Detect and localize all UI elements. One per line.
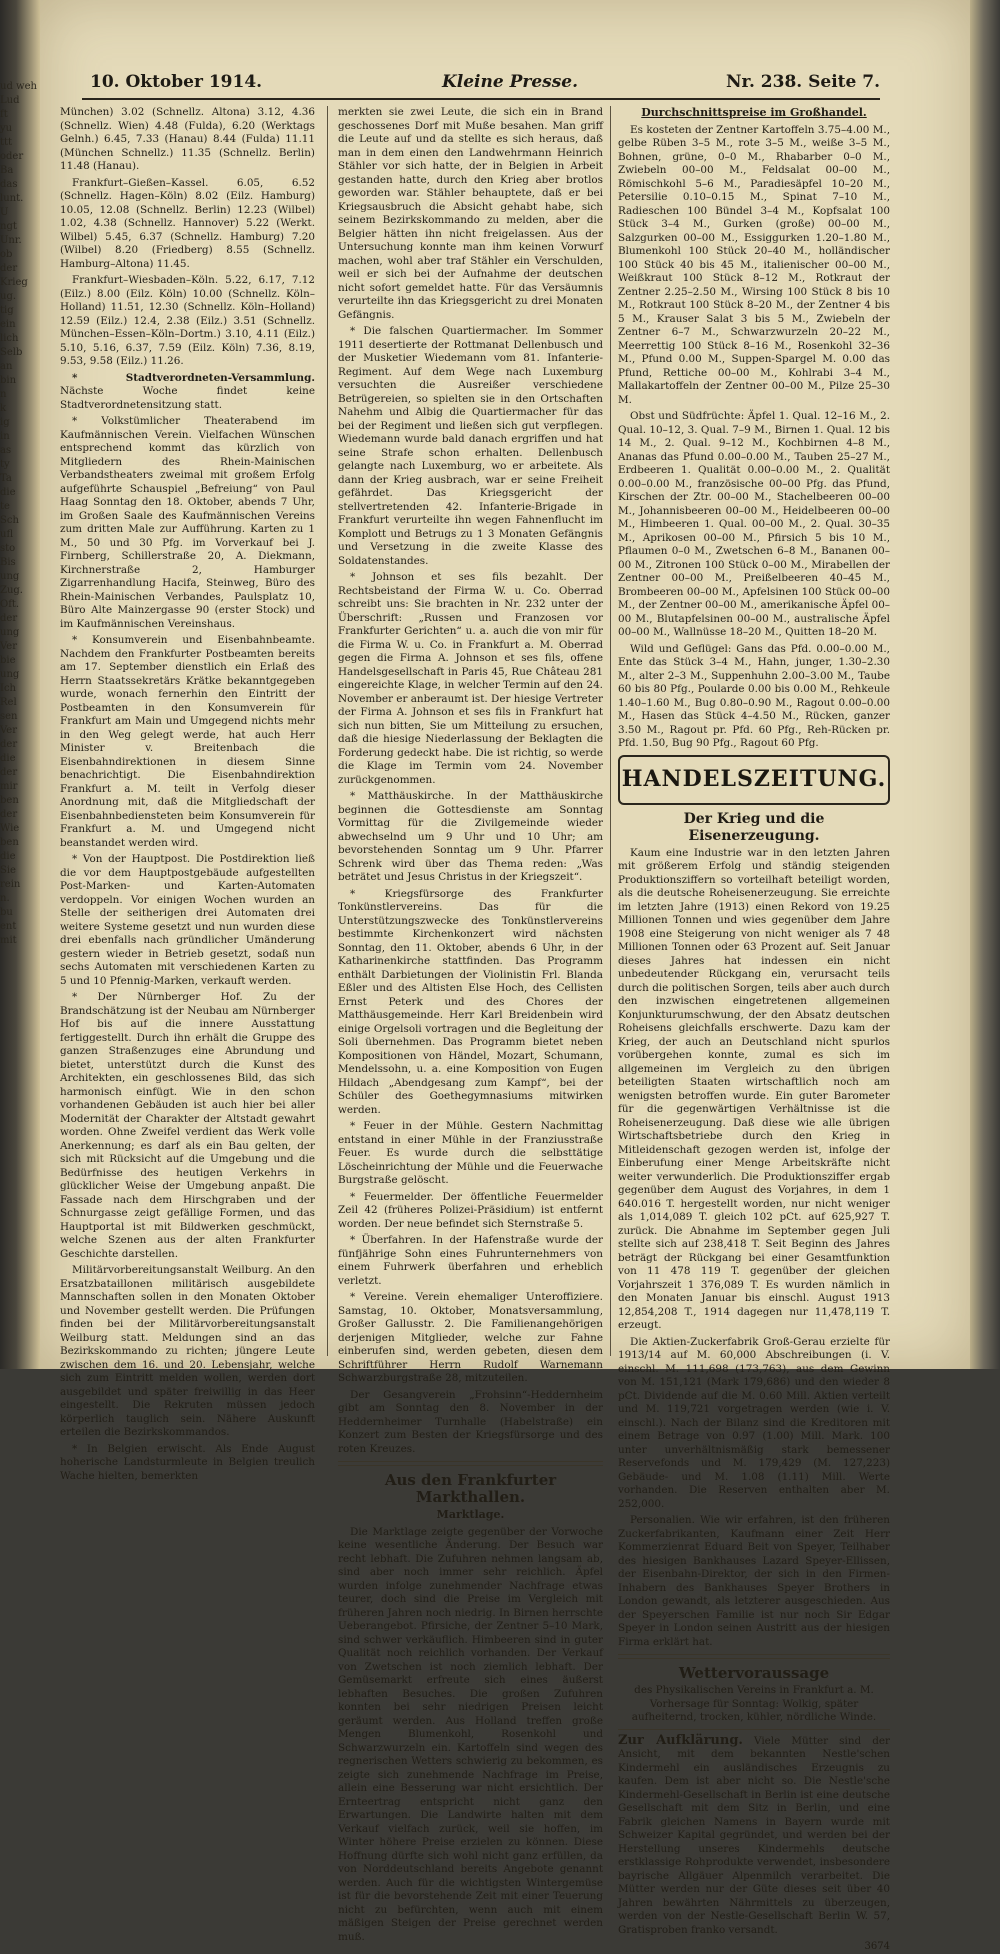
fragment-text: Wie	[0, 823, 20, 834]
article-matthaeuskirche: * Matthäuskirche. In der Matthäuskirche beginnen die Gottesdienste am Sonntag Vormittag für die Zivilgemeinde wieder abwechselnd um 9 Uhr und 10 Uhr; am bevorstehenden Sonntag um 9 Uhr. Pfarrer Schrenk wird über das Thema reden: „Was beträtet und Jesus Christus in der Kriegszeit“.	[338, 790, 603, 883]
timetable-text: München) 3.02 (Schnellz. Altona) 3.12, 4.36 (Schnellz. Wien) 4.48 (Fulda), 6.20 (Werktags Gelnh.) 6.45, 7.33 (Hanau) 8.44 (Fulda) 11.11 (München Schnellz.) 11.35 (Schnellz. Berlin) 11.48 (Hanau).	[60, 106, 315, 172]
section-divider	[618, 1654, 890, 1659]
fragment-text: ufl	[0, 529, 14, 540]
fragment-text: mir	[0, 781, 18, 792]
wettervoraussage-heading: Wettervoraussage	[678, 1664, 830, 1682]
article-eisenerzeugung: Kaum eine Industrie war in den letzten Jahren mit größerem Erfolg und ständig steigenden Produktionsziffern so vorteilhaft beteiligt worden, als die deutsche Roheisenerzeugung. Sie erreichte im letzten Jahre (1913) einen Rekord von 19.25 Millionen Tonnen und wies gegenüber dem Jahre 1908 eine Steigerung von nicht weniger als 7 48 Millionen Tonnen oder 63 Prozent auf. Seit Januar dieses Jahres hat indessen ein nicht unbedeutender Rückgang ein, verursacht teils durch die politischen Sorgen, teils aber auch durch den inzwischen eingetretenen allgemeinen Konjunkturumschwung, der den Absatz deutschen Roheisens gleichfalls erschwerte. Dazu kam der Krieg, der auch an Deutschland nicht spurlos vorübergehen konnte, zumal es sich im allgemeinen im Vergleich zu den übrigen beteiligten Staaten wirtschaftlich noch am wenigsten betroffen wurde. Ein guter Barometer für die gegenwärtigen Verhältnisse ist die Roheisenerzeugung. Daß diese wie alle übrigen Wirtschaftsbetriebe durch den Krieg in Mitleidenschaft gezogen werden ist, infolge der Einberufung einer Menge Arbeitskräfte nicht weiter verwunderlich. Die Produktionsziffer ergab gegenüber dem August des Vorjahres, in dem 1 640.016 T. hergestellt worden, nur nicht weniger als 1,014,089 T. gleich 102 pCt. auf 625,927 T. zurück. Die Abnahme im September gegen Juli stellte sich auf 238,418 T. Seit Beginn des Jahres beträgt der Rückgang bei einer Gesamtfunktion von 11 478 119 T. gegenüber der gleichen Vorjahrszeit 1 376,089 T. Es wurden nämlich in den Monaten Januar bis einschl. August 1913 12,854,208 T., 1914 dagegen nur 11,478,119 T. erzeugt.	[618, 846, 890, 1331]
fragment-text: Lud	[0, 95, 20, 106]
prices-vegetables: Es kosteten der Zentner Kartoffeln 3.75–4.00 M., gelbe Rüben 3–5 M., rote 3–5 M., weiße 3–5 M., Bohnen, grüne, 0–0 M., Rhabarber 0–0 M., Zwiebeln 00–00 M., Feldsalat 00–00 M., Römischkohl 5–6 M., Paradiesäpfel 10–20 M., Petersilie 0.10–0.15 M., Spinat 7–10 M., Radieschen 100 Bündel 3–4 M., Kopfsalat 100 Stück 3–4 M., Gurken (große) 00–00 M., Salzgurken 00–00 M., Essiggurken 1.20–1.80 M., Blumenkohl 100 Stück 20–40 M., holländischer 100 Stück 40 bis 45 M., italienischer 00–00 M., Weißkraut 100 Stück 8–12 M., Rotkraut der Zentner 2.25–2.50 M., Wirsing 100 Stück 8 bis 10 M., Rotkraut 100 Stück 8–20 M., der Zentner 4 bis 5 M., Krauser Salat 3 bis 5 M., Zwiebeln der Zentner 6–7 M., Schwarzwurzeln 20–22 M., Meerrettig 100 Stück 8–16 M., Rosenkohl 32–36 M., Pfund 0.00 M., Suppen-Spargel M. 0.00 das Pfund, Rettiche 00–00 M., Kohlrabi 3–4 M., Mallakartoffeln der Zentner 00–00 M., Pilze 25–30 M.	[618, 123, 890, 406]
fragment-text: Zug.	[0, 585, 23, 596]
fragment-text: as	[0, 445, 12, 456]
article-nuernberger-hof: * Der Nürnberger Hof. Zu der Brandschätzung ist der Neubau am Nürnberger Hof bis auf die innere Ausstattung fertiggestellt. Durch ihn erhält die Gruppe des ganzen Straßenzuges eine Abrundung und bietet, unterstützt durch die Kunst des Architekten, ein geschlossenes Bild, das sich harmonisch einfügt. Wie in den schon vorhandenen Gebäuden ist auch hier bei aller Modernität der Charakter der Altstadt gewahrt worden. Ohne Zweifel verdient das Werk volle Anerkennung; es darf als ein Bau gelten, der sich mit Rücksicht auf die Umgebung und die Bedürfnisse des heutigen Verkehrs in glücklicher Weise der Umgebung anpaßt. Die Fassade nach dem Hirschgraben und der Schnurgasse zeigt gefällige Formen, und das Hauptportal ist mit Bildwerken geschmückt, welche Szenen aus der alten Frankfurter Geschichte darstellen.	[60, 991, 315, 1260]
fragment-text: ob	[0, 249, 13, 260]
fragment-text: ent	[0, 921, 17, 932]
article-frohsinn: Der Gesangverein „Frohsinn“-Heddernheim gibt am Sonntag den 8. November in der Heddernheimer Turnhalle (Habelstraße) ein Konzert zum Besten der Kriegsfürsorge und des roten Kreuzes.	[338, 1388, 603, 1455]
article-body: Nächste Woche findet keine Stadtverordnetensitzung statt.	[60, 385, 315, 411]
fragment-text: Oft.	[0, 599, 20, 610]
fragment-text: Bis	[0, 557, 16, 568]
fragment-text: der	[0, 809, 18, 820]
fragment-text: Unr.	[0, 235, 22, 246]
fragment-text: yu	[0, 123, 13, 134]
header-paper-title: Kleine Presse.	[442, 72, 579, 92]
fragment-text: bie	[0, 655, 16, 666]
fragment-text: rein	[0, 879, 21, 890]
fragment-text: ben	[0, 795, 19, 806]
article-marktlage: Die Marktlage zeigte gegenüber der Vorwoche keine wesentliche Änderung. Der Besuch war recht lebhaft. Die Zufuhren nehmen langsam ab, sind aber noch immer sehr reichlich. Äpfel wurden infolge zunehmender Nachfrage etwas teurer, doch sind die Preise im Vergleich mit früheren Jahren noch niedrig. In Birnen herrschte Ueberangebot. Pfirsiche, der Zentner 5–10 Mark, sind schwer verkäuflich. Himbeeren sind in guter Qualität noch reichlich vorhanden. Der Verkauf von Zwetschen ist noch ziemlich lebhaft. Der Gemüsemarkt erfreute sich eines äußerst lebhaften Besuches. Die großen Zufuhren konnten bei sehr niedrigen Preisen leicht geräumt werden. Aus Holland treffen große Mengen Blumenkohl, Rosenkohl und Schwarzwurzeln ein. Kartoffeln sind wegen des regnerischen Wetters schwierig zu bekommen, es zeigte sich zunehmende Nachfrage im Preise, allein eine Besserung war nicht ersichtlich. Der Ernteertrag entspricht nicht ganz den Erwartungen. Die Landwirte halten mit dem Verkauf vielfach zurück, weil sie hoffen, im Winter höhere Preise erzielen zu können. Diese Hoffnung dürfte sich wohl nicht ganz erfüllen, da von Norddeutschland bereits Angebote genannt werden. Auch für die wichtigsten Wintergemüse ist für die bevorstehende Zeit mit einer Teuerung nicht zu befürchten, wenn auch mit einem mäßigen Steigen der Preise gerechnet werden muß.	[338, 1525, 603, 1943]
marktlage-subheading: Marktlage.	[436, 1508, 505, 1521]
fragment-text: das	[0, 179, 18, 190]
ad-heading: Zur Aufklärung.	[618, 1732, 743, 1748]
prices-heading: Durchschnittspreise im Großhandel.	[641, 106, 867, 119]
fragment-text: ig	[0, 417, 10, 428]
fragment-text: Ta	[0, 473, 12, 484]
fragment-text: der	[0, 613, 18, 624]
fragment-text: ttt	[0, 137, 13, 148]
article-personalien: Personalien. Wie wir erfahren, ist den früheren Zuckerfabrikanten, Kaufmann einer Zeit Herr Kommerzienrat Eduard Beit von Speyer, Teilhaber des hiesigen Bankhauses Lazard Speyer-Ellissen, der Eisenbahn-Direktor, der sich in den Firmen-Inhabern des Bankhauses Speyer Brothers in London gewandt, als letzterer ausgeschieden. Aus der Speyerschen Familie ist nur noch Sir Edgar Speyer in London seinen Austritt aus der hiesigen Firma erklärt hat.	[618, 1514, 890, 1648]
fragment-text: ug.	[0, 291, 17, 302]
header-date: 10. Oktober 1914.	[90, 72, 263, 92]
article-johnson: * Johnson et ses fils bezahlt. Der Rechtsbeistand der Firma W. u. Co. Oberrad schreibt uns: Sie brachten in Nr. 232 unter der Überschrift: „Russen und Franzosen vor Frankfurter Gerichten“ u. a. auch die von mir für die Firma W. u. Co. in Frankfurt a. M. Oberrad gegen die Firma A. Johnson et ses fils, offene Handelsgesellschaft in Paris 45, Rue Château 281 eingereichte Klage, in welcher Termin auf den 24. November er anberaumt ist. Der hiesige Vertreter der Firma A. Johnson et ses fils in Frankfurt hat sich nun bitten, Sie um Mitteilung zu ersuchen, daß die hiesige Niederlassung der Beklagten die Forderung gedeckt habe. Die ist richtig, so werde die Klage im Termin vom 24. November zurückgenommen.	[338, 571, 603, 786]
article-kriegsfuersorge: * Kriegsfürsorge des Frankfurter Tonkünstlervereins. Das für die Unterstützungszwecke des Tonkünstlervereins bestimmte Kirchenkonzert wird nächsten Sonntag, den 11. Oktober, abends 6 Uhr, in der Katharinenkirche stattfinden. Das Programm enthält Darbietungen der Violinistin Frl. Blanda Eßler und des Altisten Else Hoch, des Cellisten Ernst Peterk und des Chores der Matthäusgemeinde. Herr Karl Breidenbein wird einige Orgelsoli vortragen und die Begleitung der Soli übernehmen. Das Programm bietet neben Kompositionen von Händel, Mozart, Schumann, Mendelssohn, u. a. eine Komposition von Eugen Hildach „Abendgesang zum Kampf“, bei der Schüler des Goethegymnasiums mitwirken werden.	[338, 887, 603, 1116]
fragment-text: sen	[0, 711, 18, 722]
krieg-eisen-heading: Der Krieg und die Eisenerzeugung.	[683, 810, 825, 844]
fragment-text: ngt	[0, 221, 17, 232]
article-theaterabend: * Volkstümlicher Theaterabend im Kaufmännischen Verein. Vielfachen Wünschen entsprechend kommt das kürzlich von Mitgliedern des Rhein-Mainischen Verbandstheaters zweimal mit großem Erfolg aufgeführte Schauspiel „Befreiung“ von Paul Haag Sonntag den 18. Oktober, abends 7 Uhr, im Großen Saale des Kaufmännischen Vereins zum dritten Male zur Aufführung. Karten zu 1 M., 50 und 30 Pfg. im Vorverkauf bei J. Firnberg, Schillerstraße 20, A. Diekmann, Kirchnerstraße 2, Hamburger Zigarrenhandlung Hacifa, Steinweg, Büro des Rhein-Mainischen Verbandes, Paulsplatz 10, Büro Alte Mainzergasse 90 (erster Stock) und im Kaufmännischen Vereinshaus.	[60, 415, 315, 630]
article-vereine: * Vereine. Verein ehemaliger Unteroffiziere. Samstag, 10. Oktober, Monatsversammlung, Großer Gallusstr. 2. Die Familienangehörigen derjenigen Mitglieder, welche zur Fahne einberufen sind, werden gebeten, diesen dem Schriftführer Herrn Rudolf Warnemann Schwarzburgstraße 28, mitzuteilen.	[338, 1291, 603, 1384]
fragment-text: ung	[0, 627, 20, 638]
column-rule	[610, 106, 611, 1356]
fragment-text: ty	[0, 459, 10, 470]
article-hauptpost: * Von der Hauptpost. Die Postdirektion ließ die vor dem Hauptpostgebäude aufgestellten Post-Marken- und Karten-Automaten verdoppeln. Vor einigen Wochen wurden an Stelle der seitherigen drei Automaten drei weitere Systeme gesetzt und nun wurden diese drei ebenfalls nach gründlicher Umänderung gestern wieder in Betrieb gesetzt, sodaß nun sechs Automaten mit verschiedenen Karten zu 5 und 10 Pfennig-Marken, verkauft werden.	[60, 853, 315, 987]
fragment-text: die	[0, 851, 16, 862]
fragment-text: der	[0, 739, 18, 750]
fragment-text: der	[0, 263, 18, 274]
fragment-text: bin	[0, 375, 17, 386]
fragment-text: die	[0, 753, 16, 764]
fragment-text: in	[0, 431, 10, 442]
article-konsumverein: * Konsumverein und Eisenbahnbeamte. Nachdem den Frankfurter Postbeamten bereits am 17. September dienstlich ein Erlaß des Herrn Staatssekretärs Krätke bekanntgegeben wurde, wonach fernerhin den Eintritt der Postbeamten in den Konsumverein für Frankfurt am Main und Umgegend nichts mehr in den Weg gelegt werde, hat auch Herr Minister v. Breitenbach die Eisenbahndirektionen in diesem Sinne benachrichtigt. Die Eisenbahndirektion Frankfurt a. M. teilt in Verfolg dieser Anordnung mit, daß die Mitgliedschaft der Eisenbahnbediensteten beim Konsumverein für Frankfurt a. M. und Umgegend nicht beanstandet werden wird.	[60, 634, 315, 849]
article-zuckerfabrik: Die Aktien-Zuckerfabrik Groß-Gerau erzielte für 1913/14 auf M. 60,000 Abschreibungen (i. V. einschl. M. 111,698 (173,763), aus dem Gewinn von M. 151,121 (Mark 179,686) und den wieder 8 pCt. Dividende auf die M. 0.60 Mill. Aktien verteilt und M. 119,721 vorgetragen werden (wie i. V. einschl.). Nach der Bilanz sind die Kreditoren mit einem Betrage von 0.97 (1.00) Mill. Mark. 100 unter unverhältnismäßig stark bemessener Reservefonds und M. 179,429 (M. 127,223) Gebäude- und M. 1.08 (1.11) Mill. Werte vorhanden. Die Reserven enthalten aber M. 252,000.	[618, 1335, 890, 1510]
page-edge	[970, 0, 1000, 1369]
fragment-text: Ver	[0, 641, 18, 652]
article-quartiermacher: * Die falschen Quartiermacher. Im Sommer 1911 desertierte der Rottmanat Dellenbusch und der Musketier Wiedemann vom 81. Infanterie-Regiment. Auf dem Wege nach Luxemburg versuchten die Ausreißer verschiedene Betrügereien, so spielten sie in den Ortschaften Nahehm und Albig die Quartiermacher für das bei der Regiment und ließen sich gut verpflegen. Wiedemann wurde bald danach ergriffen und hat seine Strafe schon erhalten. Dellenbusch gelangte nach Luxemburg, wo er arbeitete. Als dann der Krieg ausbrach, war er seine Freiheit gefährdet. Das Kriegsgericht der stellvertretenden 42. Infanterie-Brigade in Frankfurt verurteilte ihn wegen Fahnenflucht im Komplott und Betrugs zu 1 3 Monaten Gefängnis und Versetzung in die zweite Klasse des Soldatenstandes.	[338, 325, 603, 567]
article-feuer-muehle: * Feuer in der Mühle. Gestern Nachmittag entstand in einer Mühle in der Franziusstraße Feuer. Es wurde durch die selbsttätige Löscheinrichtung der Mühle und die Feuerwache Burgstraße gelöscht.	[338, 1120, 603, 1186]
fragment-text: n.	[0, 893, 10, 904]
fragment-text: Ver	[0, 725, 18, 736]
fragment-text: ud weh	[0, 81, 37, 92]
fragment-text: n	[0, 389, 7, 400]
fragment-text: Rel	[0, 697, 17, 708]
fragment-text: ft	[0, 109, 8, 120]
fragment-text: Ich	[0, 683, 16, 694]
weather-forecast: des Physikalischen Vereins in Frankfurt a. M. Vorhersage für Sonntag: Wolkig, später aufheiternd, trocken, kühler, nördliche Winde.	[631, 1684, 877, 1723]
fragment-text: ein	[0, 319, 16, 330]
handelszeitung-banner: HANDELSZEITUNG.	[618, 755, 890, 805]
fragment-text: lich	[0, 333, 19, 344]
prices-game-poultry: Wild und Geflügel: Gans das Pfd. 0.00–0.00 M., Ente das Stück 3–4 M., Hahn, junger, 1.30–2.30 M., alter 2–3 M., Suppenhuhn 2.00–3.00 M., Taube 60 bis 80 Pfg., Poularde 0.00 bis 0.00 M., Rehkeule 1.40–1.60 M., Bug 0.80–0.90 M., Ragout 0.00–0.00 M., Hasen das Stück 4–4.50 M., Rücken, ganzer 3.50 M., Ragout pr. Pfd. 60 Pfg., Reh-Rücken pr. Pfd. 1.50, Bug 90 Pfg., Ragout 60 Pfg.	[618, 642, 890, 749]
fragment-text: Selb	[0, 347, 23, 358]
section-divider	[618, 1729, 890, 1730]
column-2	[338, 106, 603, 1943]
fragment-text: ben	[0, 837, 19, 848]
markthallen-heading: Aus den Frankfurter Markthallen.	[384, 1471, 557, 1506]
article-belgien-continued: merkten sie zwei Leute, die sich ein in Brand geschossenes Dorf mit Muße besahen. Man griff die Leute auf und da stellte es sich heraus, daß man in dem einen den Landwehrmann Heinrich Stähler vor sich hatte, der in Belgien in Arbeit gestanden hatte, durch den Krieg aber brotlos geworden war. Stähler behauptete, daß er bei Kriegsausbruch die Absicht gehabt habe, sich seinem Bezirkskommando zu melden, aber die Belgier hätten ihn nicht freigelassen. Aus der Untersuchung konnte man ihm keinen Vorwurf machen, wohl aber traf Stähler ein Verschulden, weil er sich bei der Aufnahme der deutschen nicht sofort gemeldet hatte. Für das Versäumnis verurteilte ihn das Kriegsgericht zu drei Monaten Gefängnis.	[338, 106, 603, 321]
fragment-text: ung	[0, 669, 20, 680]
fragment-text: Krieg	[0, 277, 28, 288]
column-1	[60, 106, 315, 1482]
fragment-text: an	[0, 361, 13, 372]
fragment-text: lunt.	[0, 193, 24, 204]
column-rule	[327, 106, 328, 1356]
article-weilburg: Militärvorbereitungsanstalt Weilburg. An den Ersatzbataillonen militärisch ausgebildete Mannschaften sollen in den Monaten Oktober und November gestellt werden. Die Prüfungen finden bei der Militärvorbereitungsanstalt Weilburg statt. Meldungen sind an das Bezirkskommando zu richten; jüngere Leute zwischen dem 16. und 20. Lebensjahr, welche sich zum Eintritt melden wollen, werden dort ausgebildet und später freiwillig in das Heer eingestellt. Die Rekruten müssen jedoch körperlich tauglich sein. Nähere Auskunft erteilen die Bezirkskommandos.	[60, 1264, 315, 1438]
fragment-text: U	[0, 207, 9, 218]
fragment-text: ung	[0, 571, 20, 582]
fragment-text: der	[0, 767, 18, 778]
fragment-text: sto	[0, 543, 16, 554]
article-belgien: * In Belgien erwischt. Als Ende August hoherische Landsturmleute in Belgien treulich Wache hielten, bemerkten	[60, 1442, 315, 1482]
section-divider	[338, 1461, 603, 1466]
article-heading: * Stadtverordneten-Versammlung.	[72, 371, 315, 384]
ad-number: 3674	[864, 1941, 890, 1952]
article-ueberfahren: * Überfahren. In der Hafenstraße wurde der fünfjährige Sohn eines Fuhrunternehmers von einem Fuhrwerk überfahren und erheblich verletzt.	[338, 1234, 603, 1287]
article-giessen: Frankfurt–Gießen–Kassel. 6.05, 6.52 (Schnellz. Hagen–Köln) 8.02 (Eilz. Hamburg) 10.05, 12.08 (Schnellz. Berlin) 12.23 (Wilbel) 1.02, 4.38 (Schnellz. Hannover) 5.22 (Werkt. Wilbel) 5.45, 6.37 (Schnellz. Hamburg) 7.20 (Wilbel) 8.20 (Friedberg) 8.55 (Schnellz. Hamburg–Altona) 11.45.	[60, 176, 315, 270]
column-3	[618, 106, 890, 1952]
article-feuermelder: * Feuermelder. Der öffentliche Feuermelder Zeil 42 (früheres Polizei-Präsidium) ist entfernt worden. Der neue befindet sich Sternstraße 5.	[338, 1190, 603, 1230]
fragment-text: oder	[0, 151, 24, 162]
page-header	[82, 70, 880, 100]
fragment-text: Ba	[0, 165, 14, 176]
fragment-text: k	[0, 403, 7, 414]
advertisement-aufklaerung	[618, 1734, 890, 1938]
prices-fruit: Obst und Südfrüchte: Äpfel 1. Qual. 12–16 M., 2. Qual. 10–12, 3. Qual. 7–9 M., Birnen 1. Qual. 12 bis 14 M., 2. Qual. 9–12 M., Kochbirnen 4–8 M., Ananas das Pfund 0.00–0.00 M., Tauben 25–27 M., Erdbeeren 1. Qualität 0.00–0.00 M., 2. Qualität 0.00–0.00 M., französische 00–00 Pfg. das Pfund, Kirschen der Ztr. 00–00 M., Stachelbeeren 00–00 M., Johannisbeeren 00–00 M., Heidelbeeren 00–00 M., Himbeeren 1. Qual. 00–00 M., 2. Qual. 30–35 M., Aprikosen 00–00 M., Pfirsich 5 bis 10 M., Pflaumen 0–0 M., Zwetschen 6–8 M., Bananen 00–00 M., Zitronen 100 Stück 0–00 M., Mirabellen der Zentner 00–00 M., Preißelbeeren 40–45 M., Brombeeren 00–00 M., Apfelsinen 100 Stück 00–00 M., der Zentner 00–00 M., amerikanische Äpfel 00–00 M., Blutapfelsinen 00–00 M., australische Äpfel 00–00 M., Wallnüsse 18–20 M., Quitten 18–20 M.	[618, 410, 890, 638]
header-page-number: Nr. 238. Seite 7.	[726, 72, 880, 92]
article-wiesbaden: Frankfurt–Wiesbaden–Köln. 5.22, 6.17, 7.12 (Eilz.) 8.00 (Eilz. Köln) 10.00 (Schnellz. Köln–Holland) 11.51, 12.30 (Schnellz. Köln–Holland) 12.59 (Eilz.) 12.4, 2.38 (Eilz.) 3.51 (Schnellz. München–Essen–Köln–Dortm.) 3.10, 4.11 (Eilz.) 5.10, 5.16, 6.37, 7.59 (Eilz. Köln) 7.36, 8.19, 9.53, 9.58 (Eilz.) 11.26.	[60, 274, 315, 367]
fragment-text: tig	[0, 305, 14, 316]
previous-page-fragment	[0, 80, 40, 948]
fragment-text: Sch	[0, 515, 19, 526]
fragment-text: te	[0, 501, 10, 512]
fragment-text: die	[0, 487, 16, 498]
article-stadtverordneten	[60, 372, 315, 413]
fragment-text: bu	[0, 907, 13, 918]
fragment-text: Sie	[0, 865, 16, 876]
ad-body: Viele Mütter sind der Ansicht, mit dem bekannten Nestle'schen Kindermehl ein ausländisches Erzeugnis zu kaufen. Dem ist aber nicht so. Die Nestle'sche Kindermehl-Gesellschaft in Berlin ist eine deutsche Gesellschaft mit dem Sitz in Berlin, und eine Fabrik gleichen Namens in Bayern wurde mit Schweizer Kapital gegründet, und werden bei der Herstellung unseres Kindermehls deutsche erstklassige Rohprodukte verwendet, insbesondere bayrische Allgäuer Alpenmilch verarbeitet. Die Mütter werden nur der Güte dieses seit über 40 Jahren bewährten Nährmittels zu überzeugen, werden von der Nestle-Gesellschaft Berlin W. 57, Gratisproben franko versandt.	[618, 1734, 890, 1936]
fragment-text: mit	[0, 935, 17, 946]
